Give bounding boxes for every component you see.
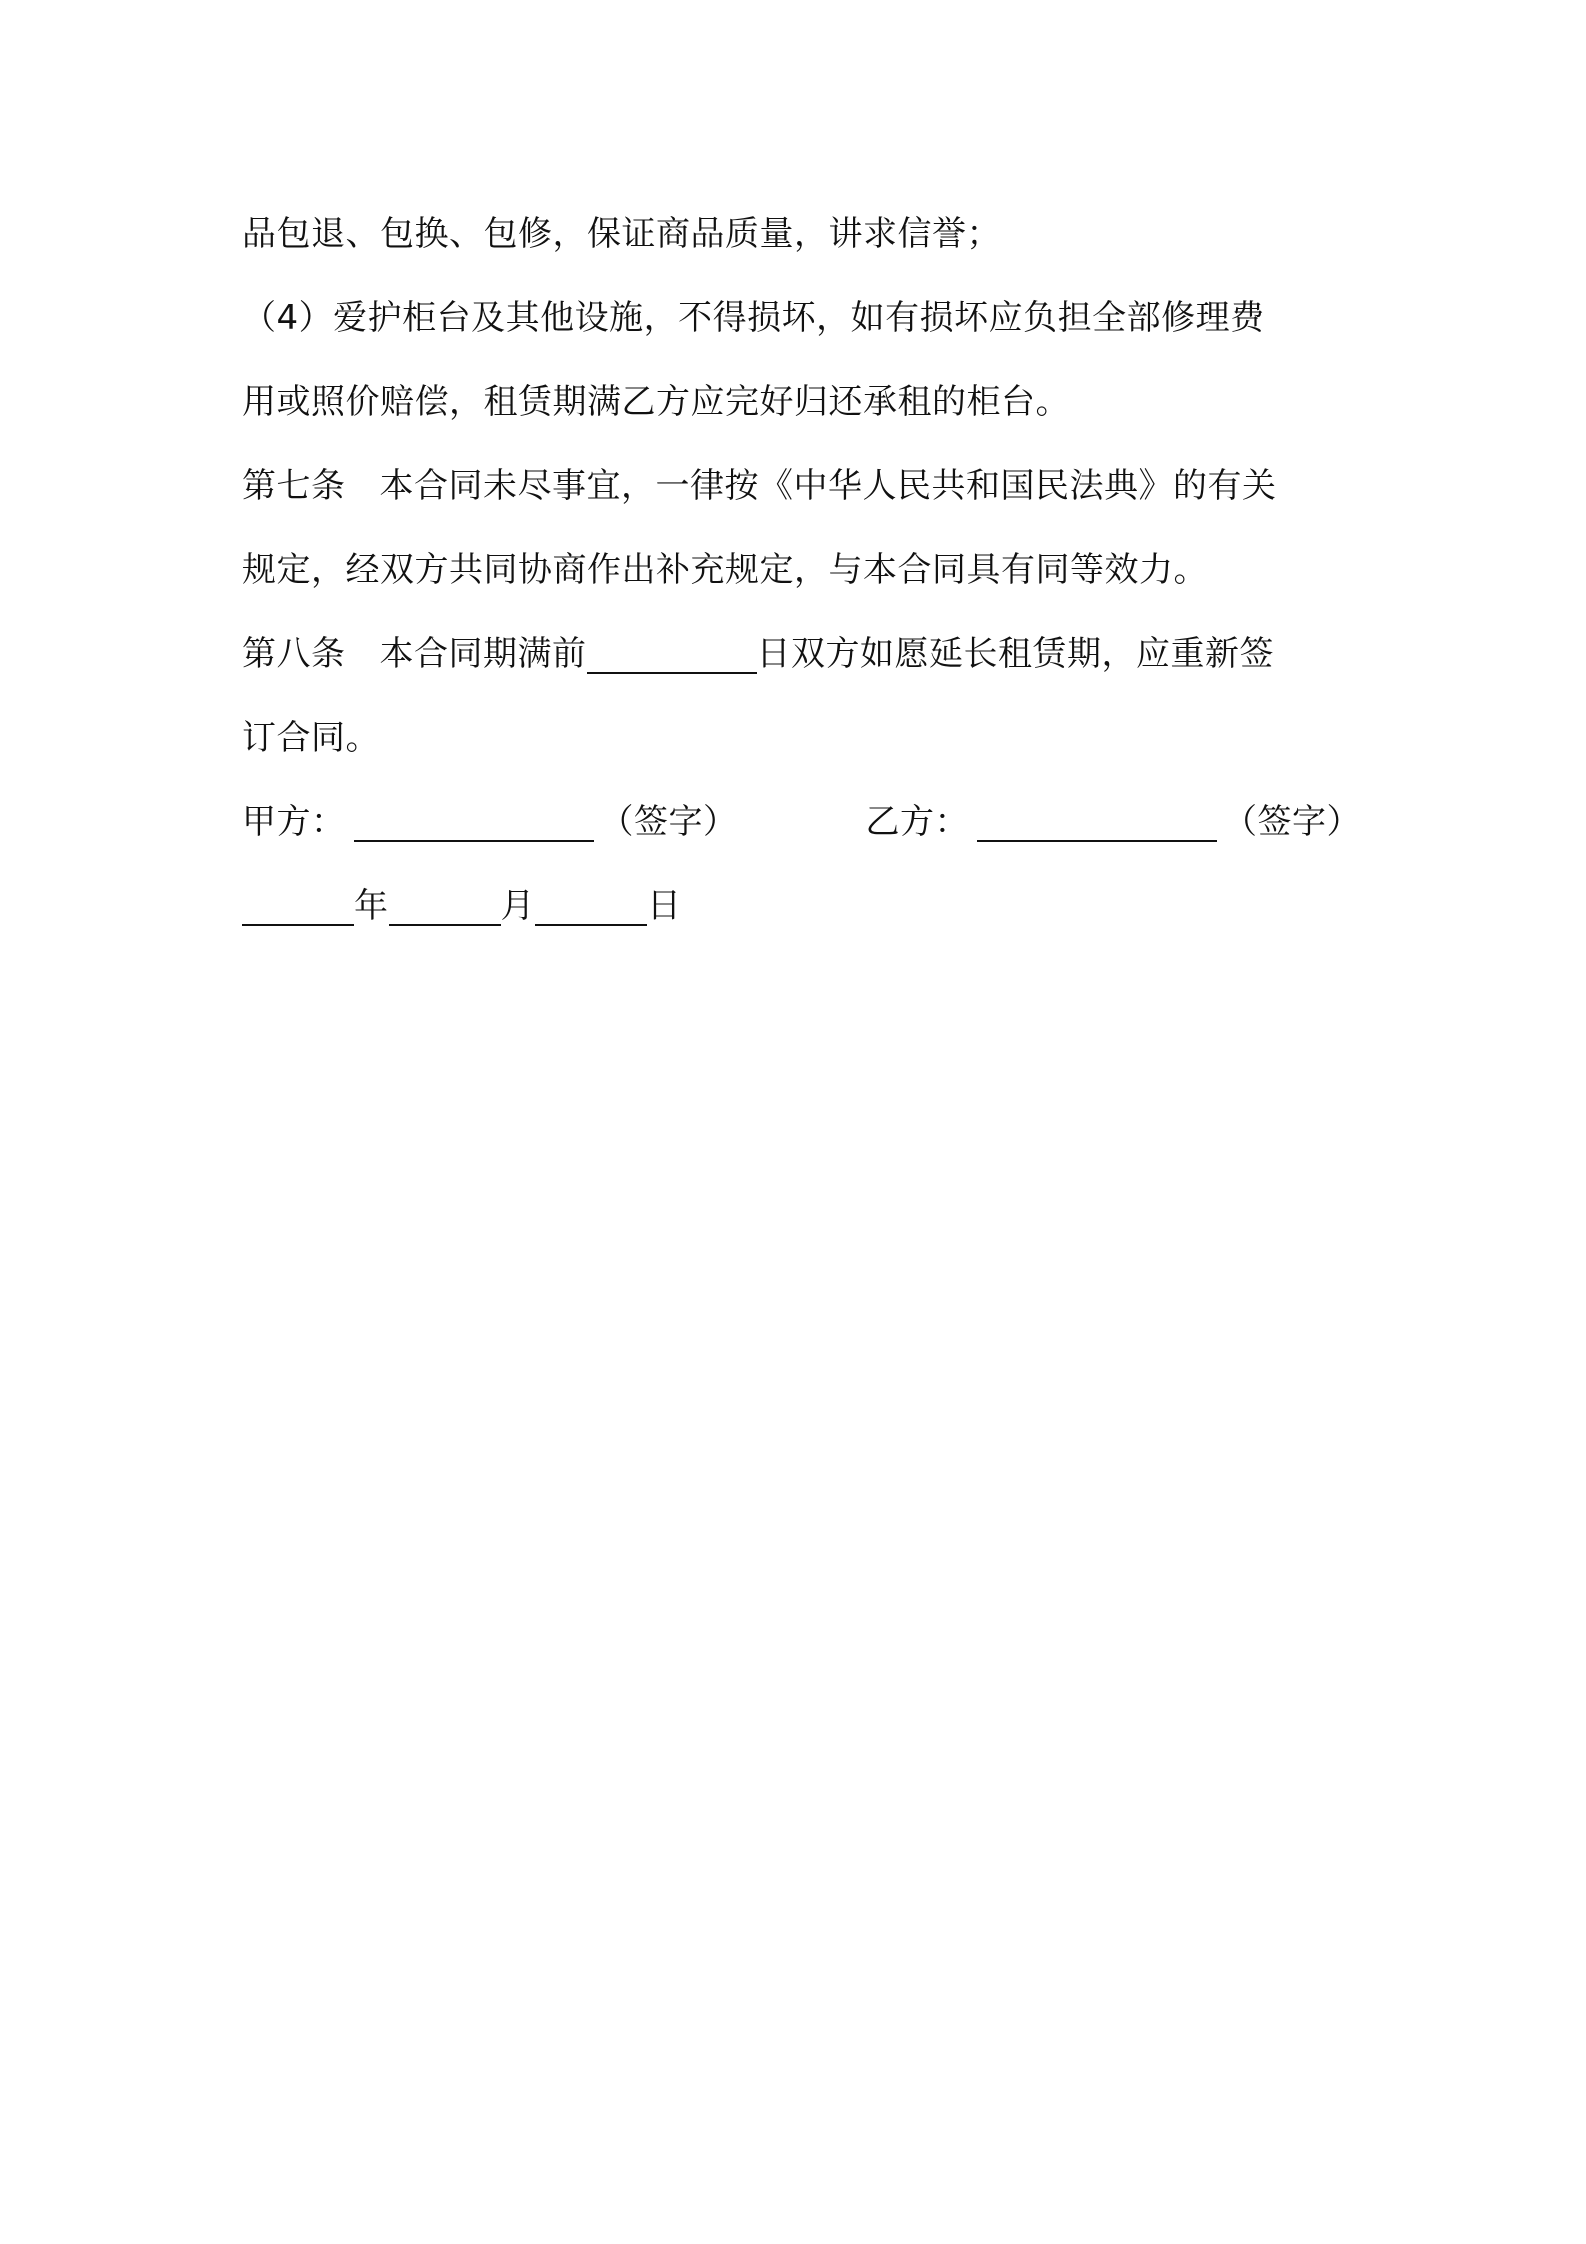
year-blank-field[interactable] xyxy=(242,874,354,926)
day-blank-field[interactable] xyxy=(535,874,647,926)
month-label: 月 xyxy=(500,886,535,926)
party-b-signature-field[interactable] xyxy=(977,790,1217,842)
paragraph-line: 品包退、包换、包修，保证商品质量，讲求信誉； xyxy=(242,214,1001,254)
paragraph-line: （4）爱护柜台及其他设施，不得损坏，如有损坏应负担全部修理费 xyxy=(242,298,1265,338)
article-7-line-2: 规定，经双方共同协商作出补充规定，与本合同具有同等效力。 xyxy=(242,550,1208,590)
party-b-label: 乙方： xyxy=(865,802,969,842)
party-b-sign-suffix: （签字） xyxy=(1223,802,1361,842)
article-8-line-2: 订合同。 xyxy=(242,718,380,758)
year-label: 年 xyxy=(354,886,389,926)
party-a-signature-field[interactable] xyxy=(354,790,594,842)
article-7-text: 本合同未尽事宜，一律按《中华人民共和国民法典》的有关 xyxy=(379,466,1277,506)
party-a-sign-suffix: （签字） xyxy=(599,802,738,842)
day-label: 日 xyxy=(647,886,682,926)
article-8-text-after: 日双方如愿延长租赁期，应重新签 xyxy=(756,634,1274,674)
article-8-line-1 xyxy=(242,612,1362,696)
article-8-label: 第八条 xyxy=(242,634,346,674)
article-8-text-before: 本合同期满前 xyxy=(379,634,587,674)
document-body xyxy=(242,192,1362,948)
date-line xyxy=(242,864,1362,948)
party-a-label: 甲方： xyxy=(242,802,346,842)
days-blank-field[interactable] xyxy=(587,622,757,674)
article-7-line-1 xyxy=(242,444,1362,528)
signature-line xyxy=(242,780,1362,864)
month-blank-field[interactable] xyxy=(389,874,501,926)
article-7-label: 第七条 xyxy=(242,466,346,506)
paragraph-line: 用或照价赔偿，租赁期满乙方应完好归还承租的柜台。 xyxy=(242,382,1070,422)
